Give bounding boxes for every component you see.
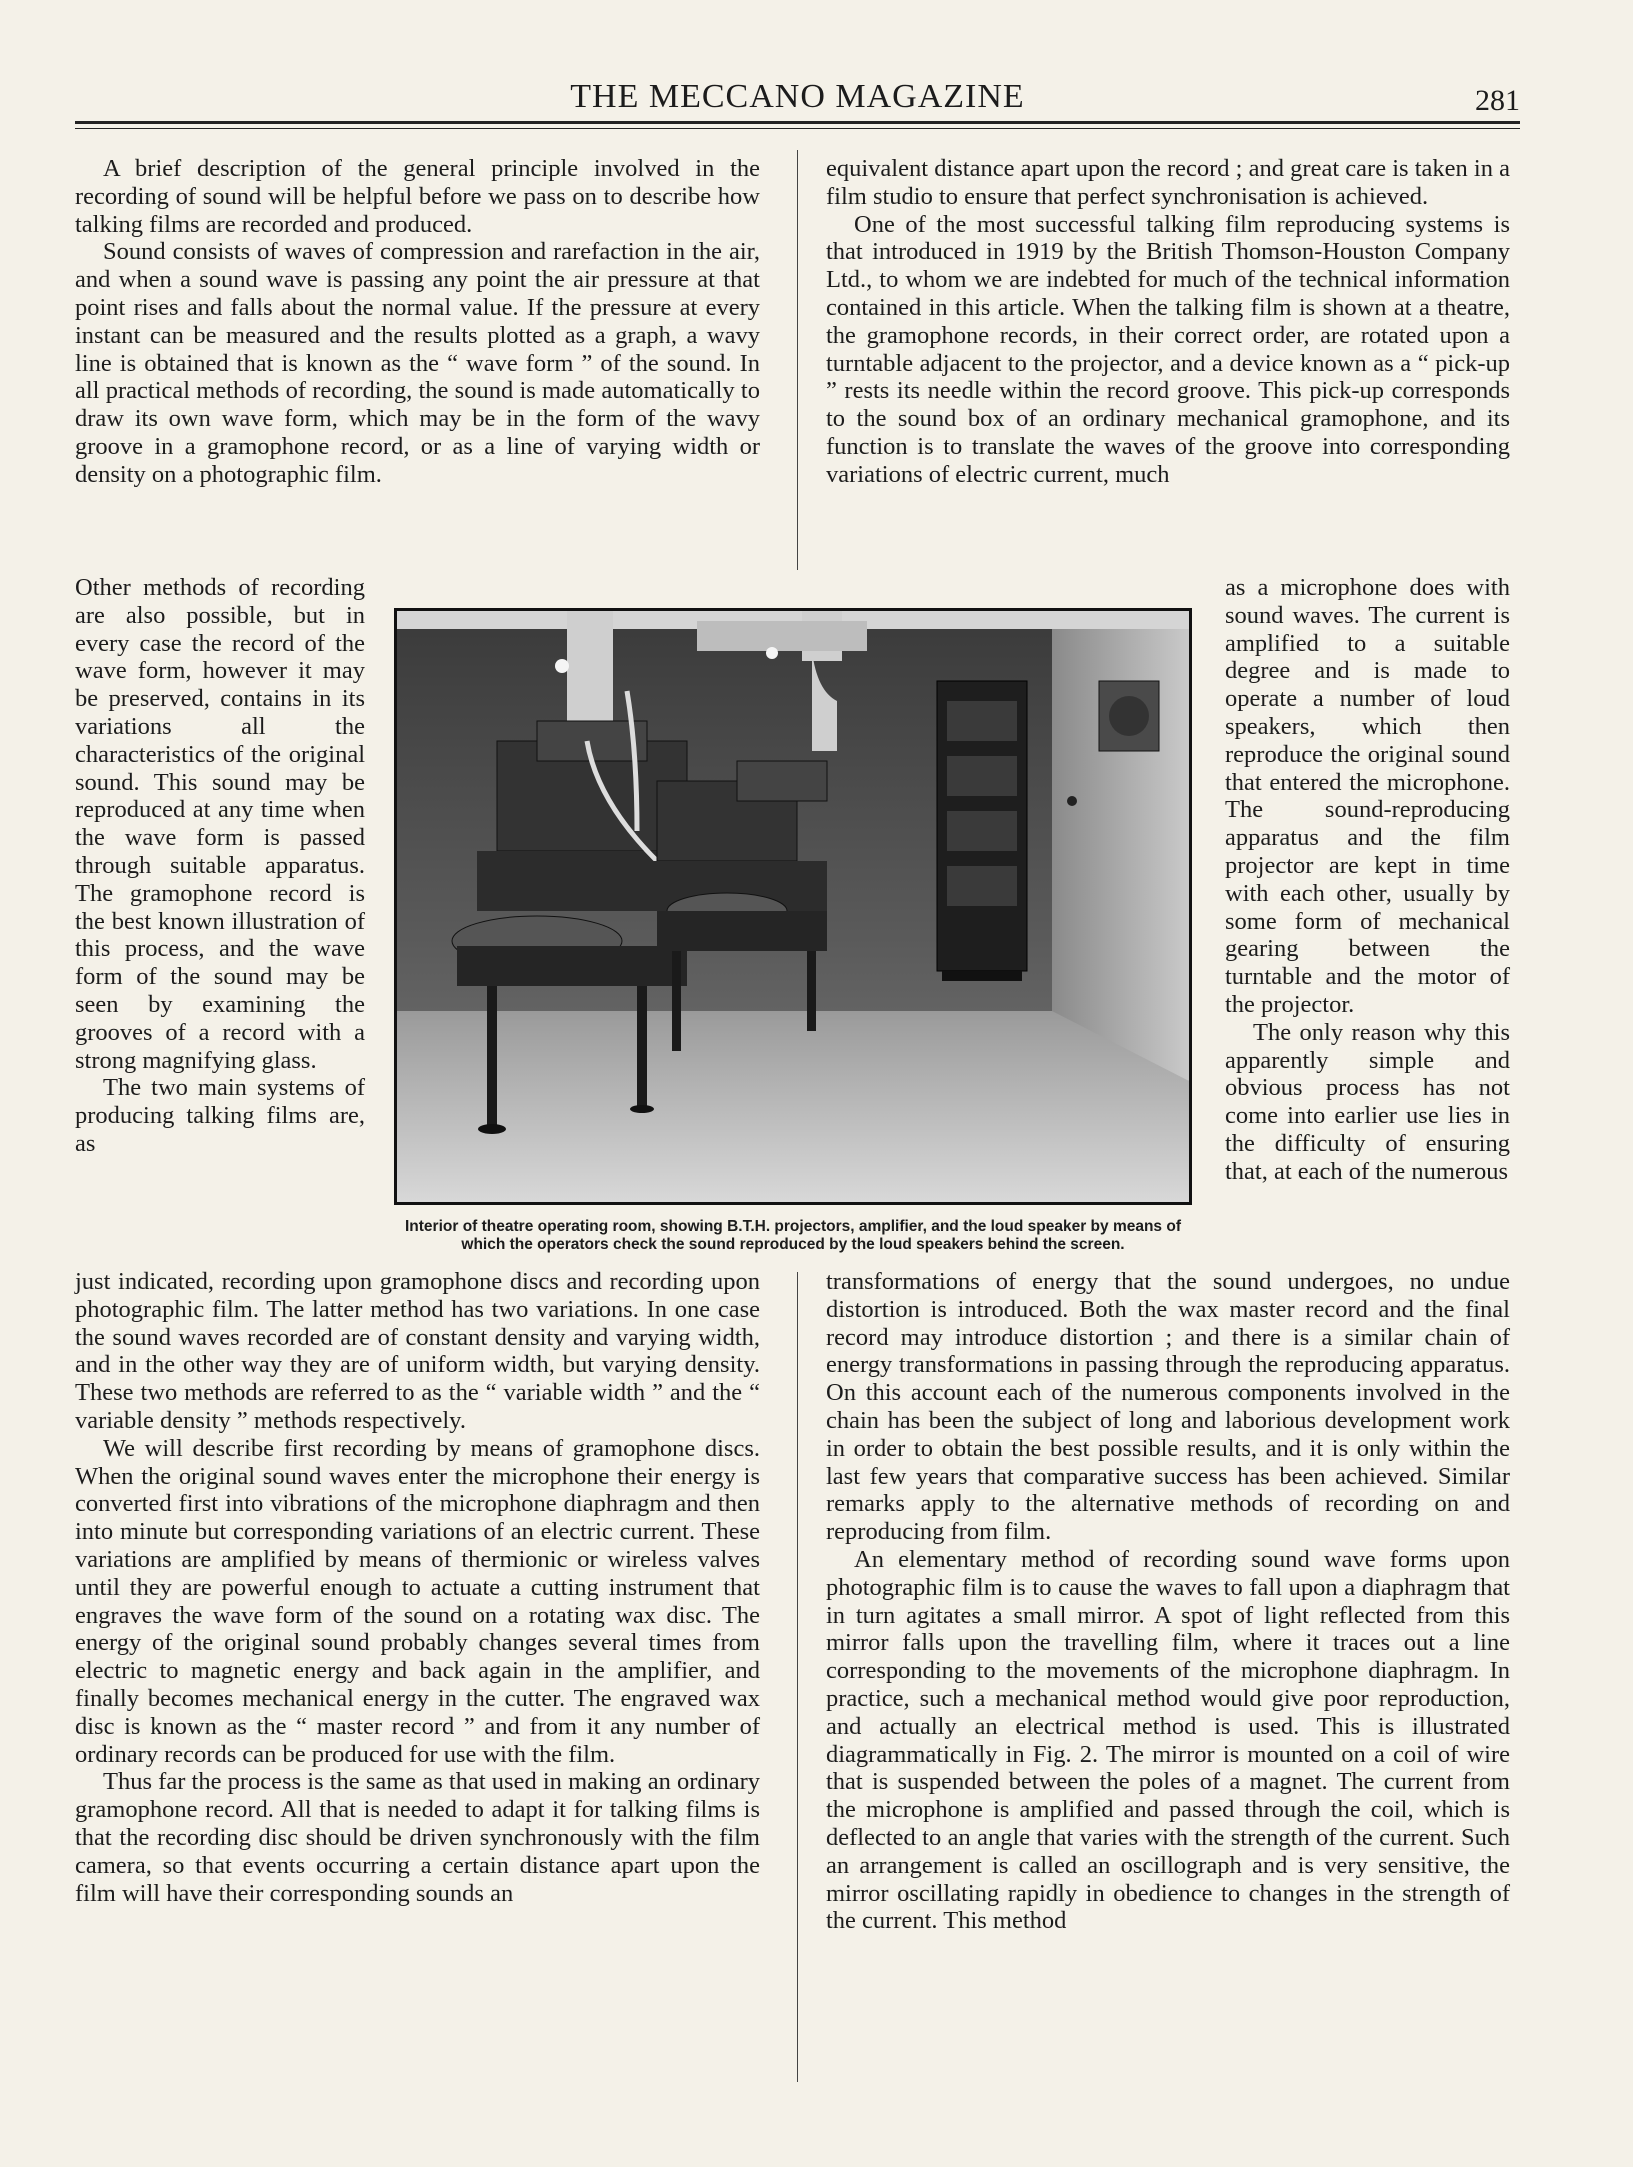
paragraph: An elementary method of recording sound wave forms upon photographic film is to cause the waves to fall upon a diaphragm that in turn agitates a small mirror. A spot of light reflected from this mirror falls upon the travelling film, where it traces out a line corresponding to the movements of the microphone diaphragm. In practice, such a mechanical method would give poor reproduction, and actually an electrical method is used. This is illustrated diagrammatically in Fig. 2. The mirror is mounted on a coil of wire that is suspended between the poles of a magnet. The current from the microphone is amplified and passed through the coil, which is deflected to an angle that varies with the strength of the current. Such an arrangement is called an oscillograph and is very sensitive, the mirror oscillating rapidly in obedience to changes in the strength of the current. This method (826, 1545, 1510, 1935)
paragraph: just indicated, recording upon gramophone discs and recording upon photographic film. The latter method has two variations. In one case the sound waves recorded are of constant density and varying width, and in the other way they are of uniform width, but varying density. These two methods are referred to as the “ variable width ” and the “ variable density ” methods respectively. (75, 1268, 760, 1434)
right-column-narrow (1225, 574, 1510, 1186)
right-column-bottom (826, 1268, 1510, 1935)
paragraph: Sound consists of waves of compression and rarefaction in the air, and when a sound wave is passing any point the air pressure at that point rises and falls about the normal value. If the pressure at every instant can be measured and the results plotted as a graph, a wavy line is obtained that is known as the “ wave form ” of the sound. In all practical methods of recording, the sound is made automatically to draw its own wave form, which may be in the form of the wavy groove in a gramophone record, or as a line of varying width or density on a photographic film. (75, 238, 760, 488)
paragraph: Thus far the process is the same as that used in making an ordinary gramophone record. All that is needed to adapt it for talking films is that the recording disc should be driven synchronously with the film camera, so that events occurring a certain distance apart upon the film will have their corresponding sounds an (75, 1768, 760, 1907)
paragraph: The only reason why this apparently simple and obvious process has not come into earlier use lies in the difficulty of ensuring that, at each of the numerous (1225, 1018, 1510, 1185)
projector-room-illustration (397, 611, 1189, 1202)
paragraph: We will describe first recording by means of gramophone discs. When the original sound waves enter the microphone their energy is converted first into vibrations of the microphone diaphragm and then into minute but corresponding variations of an electric current. These variations are amplified by means of thermionic or wireless valves until they are powerful enough to actuate a cutting instrument that engraves the wave form of the sound on a rotating wax disc. The energy of the original sound probably changes several times from electric to magnetic energy and back again in the amplifier, and finally becomes mechanical energy in the cutter. The engraved wax disc is known as the “ master record ” and from it any number of ordinary records can be produced for use with the film. (75, 1434, 760, 1768)
header-rule (75, 121, 1520, 124)
left-column-bottom (75, 1268, 760, 1907)
paragraph: as a microphone does with sound waves. The current is amplified to a suitable degree and is made to operate a number of loud speakers, which then reproduce the original sound that entered the microphone. The sound-reproducing apparatus and the film projector are kept in time with each other, usually by some form of mechanical gearing between the turntable and the motor of the projector. (1225, 574, 1510, 1018)
paragraph: transformations of energy that the sound undergoes, no undue distortion is introduced. Both the wax master record and the final record may introduce distortion ; and there is a similar chain of energy transformations in passing through the reproducing apparatus. On this account each of the numerous components involved in the chain has been the subject of long and laborious development work in order to obtain the best possible results, and it is only within the last few years that comparative success has been achieved. Similar remarks apply to the alternative methods of recording on and reproducing from film. (826, 1268, 1510, 1546)
page-number: 281 (1475, 84, 1520, 117)
left-column-narrow (75, 574, 365, 1158)
column-divider (797, 150, 798, 570)
paragraph: A brief description of the general principle involved in the recording of sound will be helpful before we pass on to describe how talking films are recorded and produced. (75, 155, 760, 238)
paragraph: One of the most successful talking film reproducing systems is that introduced in 1919 by the British Thomson-Houston Company Ltd., to whom we are indebted for much of the technical information contained in this article. When the talking film is shown at a theatre, the gramophone records, in their correct order, are rotated upon a turntable adjacent to the projector, and a device known as a “ pick-up ” rests its needle within the record groove. This pick-up corresponds to the sound box of an ordinary mechanical gramophone, and its function is to translate the waves of the groove into corresponding variations of electric current, much (826, 210, 1510, 488)
photograph-operating-room (394, 608, 1192, 1205)
photo-caption: Interior of theatre operating room, showing B.T.H. projectors, amplifier, and the loud speaker by means of which the operators check the sound reproduced by the loud speakers behind the screen. (405, 1218, 1181, 1253)
column-divider (797, 1272, 798, 2082)
paragraph: Other methods of recording are also possible, but in every case the record of the wave form, however it may be preserved, contains in its variations all the characteristics of the original sound. This sound may be reproduced at any time when the wave form is passed through suitable apparatus. The gramophone record is the best known illustration of this process, and the wave form of the sound may be seen by examining the grooves of a record with a strong magnifying glass. (75, 574, 365, 1074)
left-column-top (75, 155, 760, 489)
paragraph: equivalent distance apart upon the record ; and great care is taken in a film studio to ensure that perfect synchronisation is achieved. (826, 155, 1510, 210)
header-rule-thin (75, 128, 1520, 129)
paragraph: The two main systems of producing talking films are, as (75, 1074, 365, 1157)
magazine-title: THE MECCANO MAGAZINE (570, 78, 1025, 115)
right-column-top (826, 155, 1510, 489)
